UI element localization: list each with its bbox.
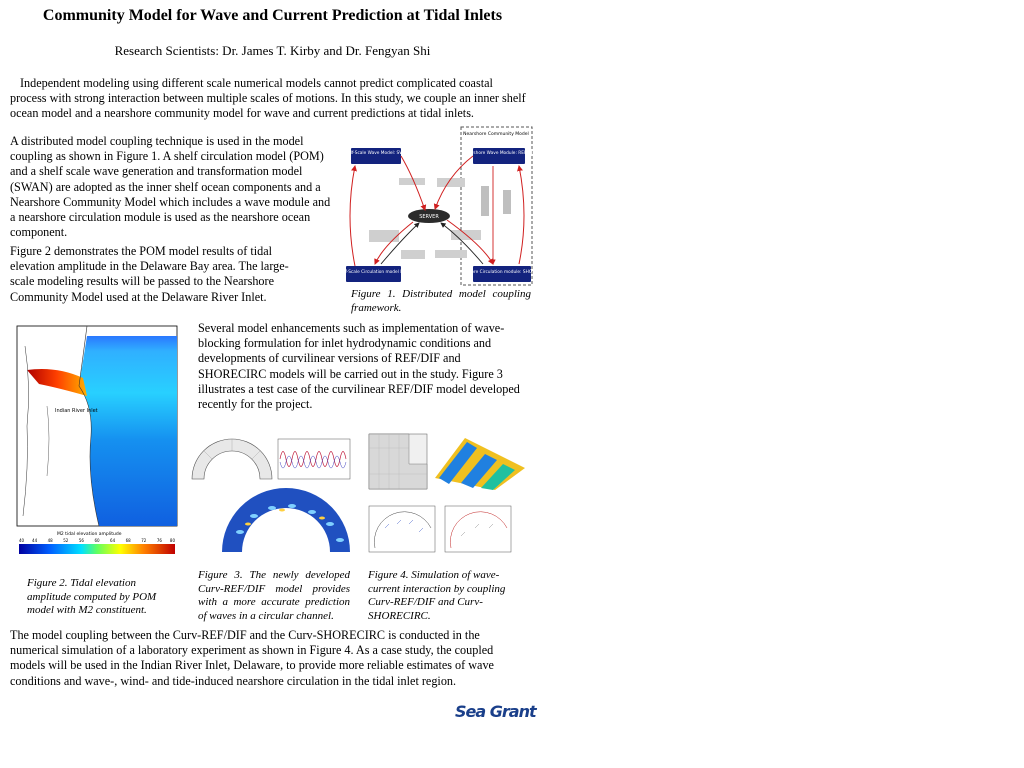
colorbar-tick: 44 [32, 538, 38, 543]
figure-4-caption: Figure 4. Simulation of wave-current interaction by coupling Curv-REF/DIF and Curv-SHORECIRC. [368, 569, 506, 622]
swan-box-label: Shelf-Scale Wave Model: SWAN [342, 151, 410, 156]
colorbar-tick: 60 [94, 538, 100, 543]
server-label: SERVER [419, 214, 439, 220]
pom-paragraph: Figure 2 demonstrates the POM model results of tidal elevation amplitude in the Delaware Bay area. The large-scale modeling results will be passed to the Nearshore Community Model used at the Delaware River Inlet. [10, 244, 289, 304]
coupling-paragraph: A distributed model coupling technique is used in the model coupling as shown in Figure 1. A shelf circulation model (POM) and a shelf scale wave generation and transformation model (SWAN) are adopted as the inner shelf ocean components and a Nearshore Community Model which includes a wave module and a nearshore circulation module is used as the nearshore ocean component. [10, 134, 331, 240]
colorbar-title: M2 tidal elevation amplitude [57, 532, 122, 537]
figure-2-caption: Figure 2. Tidal elevation amplitude computed by POM model with M2 constituent. [27, 577, 157, 617]
colorbar-ticks [19, 538, 175, 543]
colorbar-tick: 64 [110, 538, 116, 543]
colorbar-tick: 48 [47, 538, 53, 543]
colorbar-tick: 68 [125, 538, 131, 543]
colorbar-tick: 40 [19, 538, 25, 543]
colorbar-tick: 80 [169, 538, 175, 543]
figure-1-diagram [336, 126, 548, 286]
figure-3-caption: Figure 3. The newly developed Curv-REF/DIF model provides with a more accurate prediction of waves in a circular channel. [198, 569, 350, 622]
figure-2-map [17, 326, 177, 564]
sea-grant-logo: Sea Grant [455, 702, 536, 721]
enhancements-paragraph: Several model enhancements such as implementation of wave-blocking formulation for inlet hydrodynamic conditions and developments of curvilinear versions of REF/DIF and SHORECIRC models will be carried out in the study. Figure 3 illustrates a test case of the curvilinear REF/DIF model developed recently for the project. [198, 321, 520, 412]
refdif-box-label: Nearshore Wave Module: REF DIF [463, 151, 535, 156]
figure-4-image [365, 428, 525, 563]
case-study-paragraph: The model coupling between the Curv-REF/DIF and the Curv-SHORECIRC is conducted in the numerical simulation of a laboratory experiment as shown in Figure 4. As a case study, the coupled models will be used in the Indian River Inlet, Delaware, to provide more reliable estimates of wave conditions and wave-, wind- and tide-induced nearshore circulation in the tidal inlet region. [10, 628, 494, 688]
pom-box-label: Shelf-Scale Circulation model POM [336, 270, 410, 275]
community-model-label: Nearshore Community Model [463, 132, 529, 137]
page-title: Community Model for Wave and Current Prediction at Tidal Inlets [42, 7, 503, 24]
colorbar-tick: 52 [63, 538, 69, 543]
colorbar-tick: 72 [141, 538, 147, 543]
figure-1-caption: Figure 1. Distributed model coupling framework. [351, 288, 531, 314]
shorecirc-box-label: Nearshore Circulation module: SHORECIRC [456, 270, 548, 275]
colorbar-tick: 76 [156, 538, 162, 543]
authors: Research Scientists: Dr. James T. Kirby and Dr. Fengyan Shi [114, 43, 431, 58]
intro-paragraph: Independent modeling using different scale numerical models cannot predict complicated coastal process with strong interaction between multiple scales of motions. In this study, we couple an inner shelf ocean model and a nearshore community model for wave and current predictions at tidal inlets. [10, 76, 526, 121]
indian-river-label: Indian River Inlet [55, 408, 98, 414]
figure-3-image [190, 434, 355, 564]
colorbar-tick: 56 [78, 538, 84, 543]
